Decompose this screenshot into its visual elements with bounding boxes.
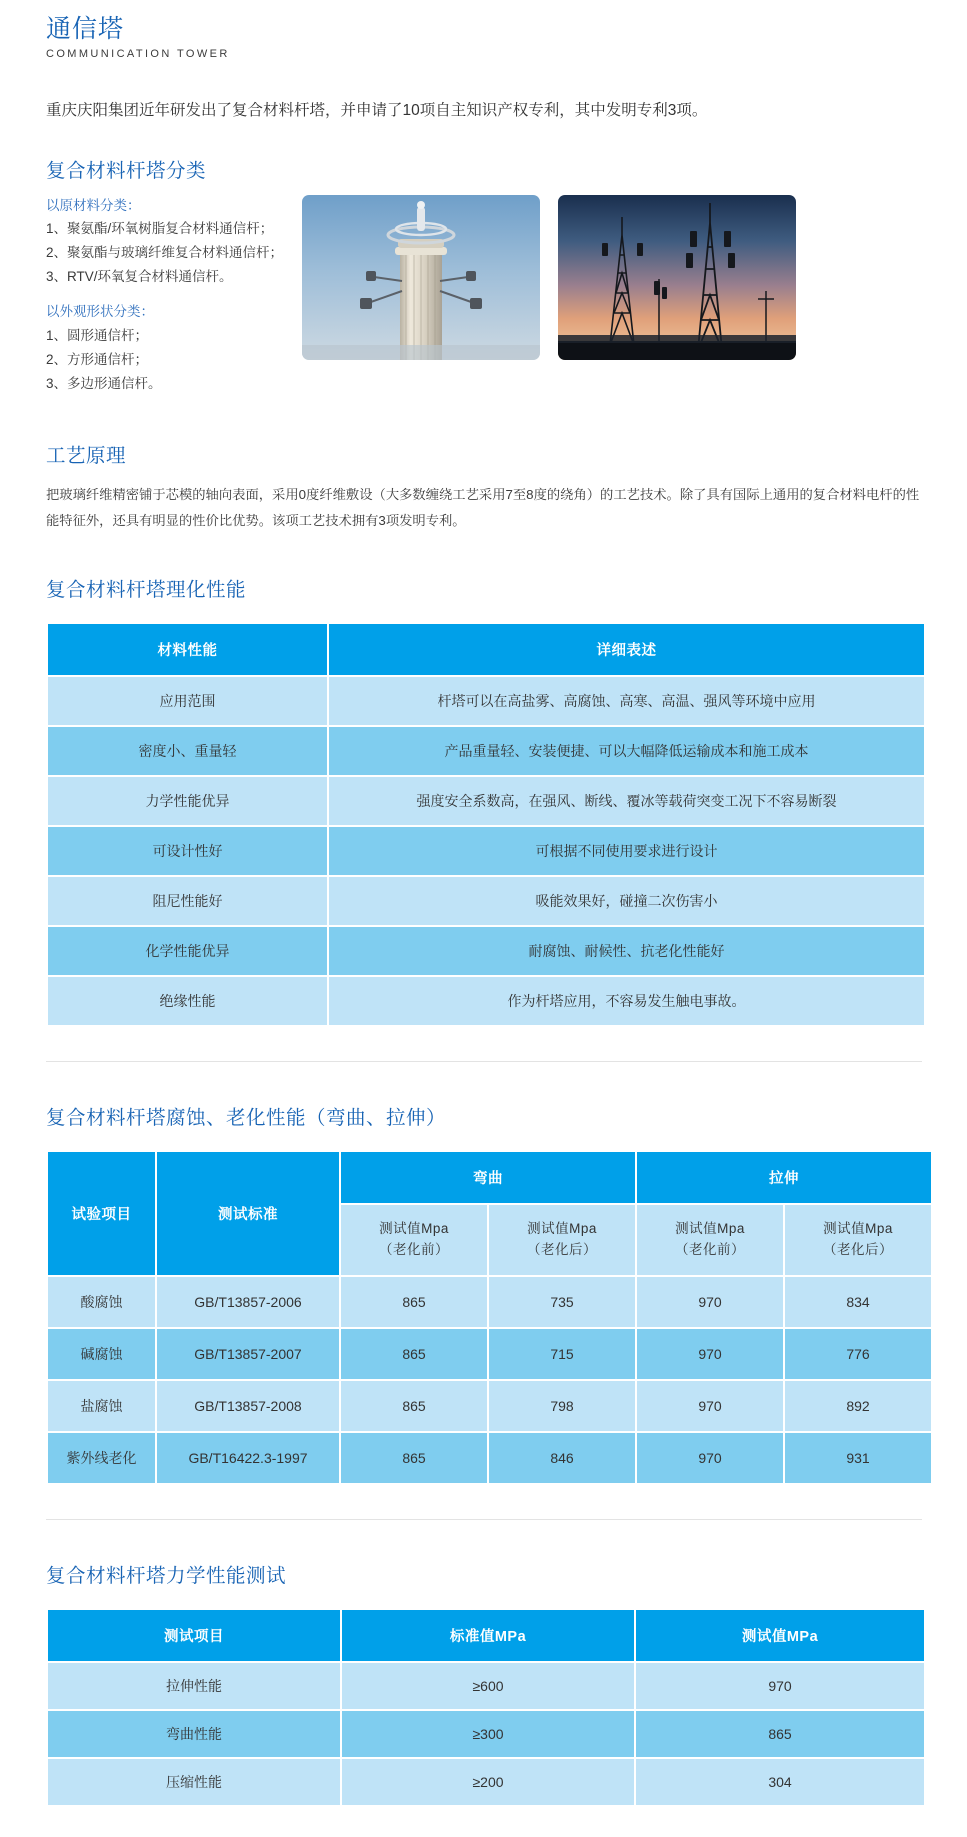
page-title: 通信塔 xyxy=(46,15,125,43)
sub-header-line2: （老化前） xyxy=(379,1241,449,1257)
mechanical-test-table xyxy=(46,1608,926,1807)
table-row xyxy=(48,1381,931,1431)
cell-standard: GB/T13857-2007 xyxy=(157,1329,339,1379)
table-row xyxy=(48,827,924,875)
table-row xyxy=(48,977,924,1025)
table-row xyxy=(48,777,924,825)
cell-tensile-before: 970 xyxy=(637,1433,783,1483)
classification-photos xyxy=(302,195,796,360)
cell-measured-value: 304 xyxy=(636,1759,924,1805)
column-group-header-bending: 弯曲 xyxy=(341,1152,635,1203)
cell-standard-value: ≥300 xyxy=(342,1711,634,1757)
classification-group2-label: 以外观形状分类： xyxy=(46,304,154,320)
aging-properties-table xyxy=(46,1150,933,1485)
cell-tensile-after: 834 xyxy=(785,1277,931,1327)
cell-test-item: 碱腐蚀 xyxy=(48,1329,155,1379)
cell-property: 绝缘性能 xyxy=(48,977,327,1025)
table-row xyxy=(48,1433,931,1483)
cell-bend-after: 735 xyxy=(489,1277,635,1327)
sub-header-line2: （老化后） xyxy=(823,1241,893,1257)
table-header-row-top xyxy=(48,1152,931,1203)
cell-bend-after: 798 xyxy=(489,1381,635,1431)
cell-test-item: 弯曲性能 xyxy=(48,1711,340,1757)
table-row xyxy=(48,1329,931,1379)
sub-header-line2: （老化前） xyxy=(675,1241,745,1257)
cell-description: 杆塔可以在高盐雾、高腐蚀、高寒、高温、强风等环境中应用 xyxy=(329,677,924,725)
sub-header-line1: 测试值Mpa xyxy=(823,1220,893,1236)
cell-standard: GB/T13857-2008 xyxy=(157,1381,339,1431)
cell-measured-value: 865 xyxy=(636,1711,924,1757)
cell-test-item: 酸腐蚀 xyxy=(48,1277,155,1327)
cell-bend-before: 865 xyxy=(341,1329,487,1379)
column-header-bend-before-aging xyxy=(341,1205,487,1275)
cell-bend-after: 846 xyxy=(489,1433,635,1483)
cell-test-item: 紫外线老化 xyxy=(48,1433,155,1483)
table-row xyxy=(48,927,924,975)
list-item: 1、圆形通信杆； xyxy=(46,327,149,343)
towers-dusk-photo xyxy=(558,195,796,360)
cell-description: 可根据不同使用要求进行设计 xyxy=(329,827,924,875)
cell-description: 强度安全系数高，在强风、断线、覆冰等载荷突变工况下不容易断裂 xyxy=(329,777,924,825)
column-header-test-item: 试验项目 xyxy=(48,1152,155,1275)
cell-description: 产品重量轻、安装便捷、可以大幅降低运输成本和施工成本 xyxy=(329,727,924,775)
cell-tensile-after: 931 xyxy=(785,1433,931,1483)
principle-heading: 工艺原理 xyxy=(46,444,127,467)
page-header xyxy=(0,0,967,60)
table-row xyxy=(48,1663,924,1709)
table-row xyxy=(48,1759,924,1805)
cell-description: 吸能效果好，碰撞二次伤害小 xyxy=(329,877,924,925)
classification-group1-list xyxy=(46,217,301,289)
cell-tensile-before: 970 xyxy=(637,1277,783,1327)
table-row xyxy=(48,1711,924,1757)
cell-property: 力学性能优异 xyxy=(48,777,327,825)
cell-description: 作为杆塔应用，不容易发生触电事故。 xyxy=(329,977,924,1025)
cell-property: 应用范围 xyxy=(48,677,327,725)
section-divider-1 xyxy=(46,1061,922,1062)
cell-test-item: 盐腐蚀 xyxy=(48,1381,155,1431)
physical-properties-table xyxy=(46,622,926,1027)
classification-lists xyxy=(46,194,301,396)
list-item: 3、RTV/环氧复合材料通信杆。 xyxy=(46,269,233,285)
physical-properties-section xyxy=(0,574,967,1027)
column-group-header-tensile: 拉伸 xyxy=(637,1152,931,1203)
column-header-measured-value: 测试值MPa xyxy=(636,1610,924,1661)
cell-standard: GB/T13857-2006 xyxy=(157,1277,339,1327)
classification-group2-list xyxy=(46,324,301,396)
cell-tensile-after: 892 xyxy=(785,1381,931,1431)
cell-standard: GB/T16422.3-1997 xyxy=(157,1433,339,1483)
cell-measured-value: 970 xyxy=(636,1663,924,1709)
sub-header-line1: 测试值Mpa xyxy=(675,1220,745,1236)
cell-property: 阻尼性能好 xyxy=(48,877,327,925)
column-header-standard-value: 标准值MPa xyxy=(342,1610,634,1661)
column-header-property: 材料性能 xyxy=(48,624,327,675)
table-header-row xyxy=(48,624,924,675)
aging-properties-section xyxy=(0,1102,967,1485)
cell-standard-value: ≥600 xyxy=(342,1663,634,1709)
cell-bend-after: 715 xyxy=(489,1329,635,1379)
column-header-tensile-before-aging xyxy=(637,1205,783,1275)
cell-tensile-before: 970 xyxy=(637,1381,783,1431)
classification-heading: 复合材料杆塔分类 xyxy=(46,159,207,182)
section-divider-2 xyxy=(46,1519,922,1520)
aging-table-heading: 复合材料杆塔腐蚀、老化性能（弯曲、拉伸） xyxy=(46,1106,447,1129)
principle-body: 把玻璃纤维精密铺于芯模的轴向表面，采用0度纤维敷设（大多数缠绕工艺采用7至8度的绕角）的工艺技术。除了具有国际上通用的复合材料电杆的性能特征外，还具有明显的性价比优势。该项工艺技术拥有3项发明专利。 xyxy=(46,486,920,528)
principle-section xyxy=(46,440,967,534)
column-header-test-item: 测试项目 xyxy=(48,1610,340,1661)
column-header-description: 详细表述 xyxy=(329,624,924,675)
cell-property: 可设计性好 xyxy=(48,827,327,875)
list-item: 2、方形通信杆； xyxy=(46,351,149,367)
sub-header-line1: 测试值Mpa xyxy=(527,1220,597,1236)
column-header-test-standard: 测试标准 xyxy=(157,1152,339,1275)
cell-test-item: 压缩性能 xyxy=(48,1759,340,1805)
cell-bend-before: 865 xyxy=(341,1433,487,1483)
table-row xyxy=(48,1277,931,1327)
table-header-row xyxy=(48,1610,924,1661)
cell-bend-before: 865 xyxy=(341,1277,487,1327)
table-row xyxy=(48,677,924,725)
list-item: 3、多边形通信杆。 xyxy=(46,375,162,391)
table-row xyxy=(48,727,924,775)
physical-table-heading: 复合材料杆塔理化性能 xyxy=(46,578,247,601)
cell-tensile-before: 970 xyxy=(637,1329,783,1379)
cell-test-item: 拉伸性能 xyxy=(48,1663,340,1709)
sub-header-line2: （老化后） xyxy=(527,1241,597,1257)
mechanical-test-section xyxy=(0,1560,967,1807)
list-item: 1、聚氨酯/环氧树脂复合材料通信杆； xyxy=(46,221,274,237)
column-header-bend-after-aging xyxy=(489,1205,635,1275)
cell-property: 密度小、重量轻 xyxy=(48,727,327,775)
cell-standard-value: ≥200 xyxy=(342,1759,634,1805)
mechanical-table-heading: 复合材料杆塔力学性能测试 xyxy=(46,1564,287,1587)
classification-group1-label: 以原材料分类： xyxy=(46,197,141,213)
table-row xyxy=(48,877,924,925)
list-item: 2、聚氨酯与玻璃纤维复合材料通信杆； xyxy=(46,245,284,261)
intro-paragraph: 重庆庆阳集团近年研发出了复合材料杆塔，并申请了10项自主知识产权专利，其中发明专利3项。 xyxy=(46,102,708,120)
cell-property: 化学性能优异 xyxy=(48,927,327,975)
cell-bend-before: 865 xyxy=(341,1381,487,1431)
cell-tensile-after: 776 xyxy=(785,1329,931,1379)
tower-closeup-photo xyxy=(302,195,540,360)
page-subtitle-english: COMMUNICATION TOWER xyxy=(46,48,230,61)
cell-description: 耐腐蚀、耐候性、抗老化性能好 xyxy=(329,927,924,975)
classification-section xyxy=(0,155,967,396)
sub-header-line1: 测试值Mpa xyxy=(379,1220,449,1236)
column-header-tensile-after-aging xyxy=(785,1205,931,1275)
